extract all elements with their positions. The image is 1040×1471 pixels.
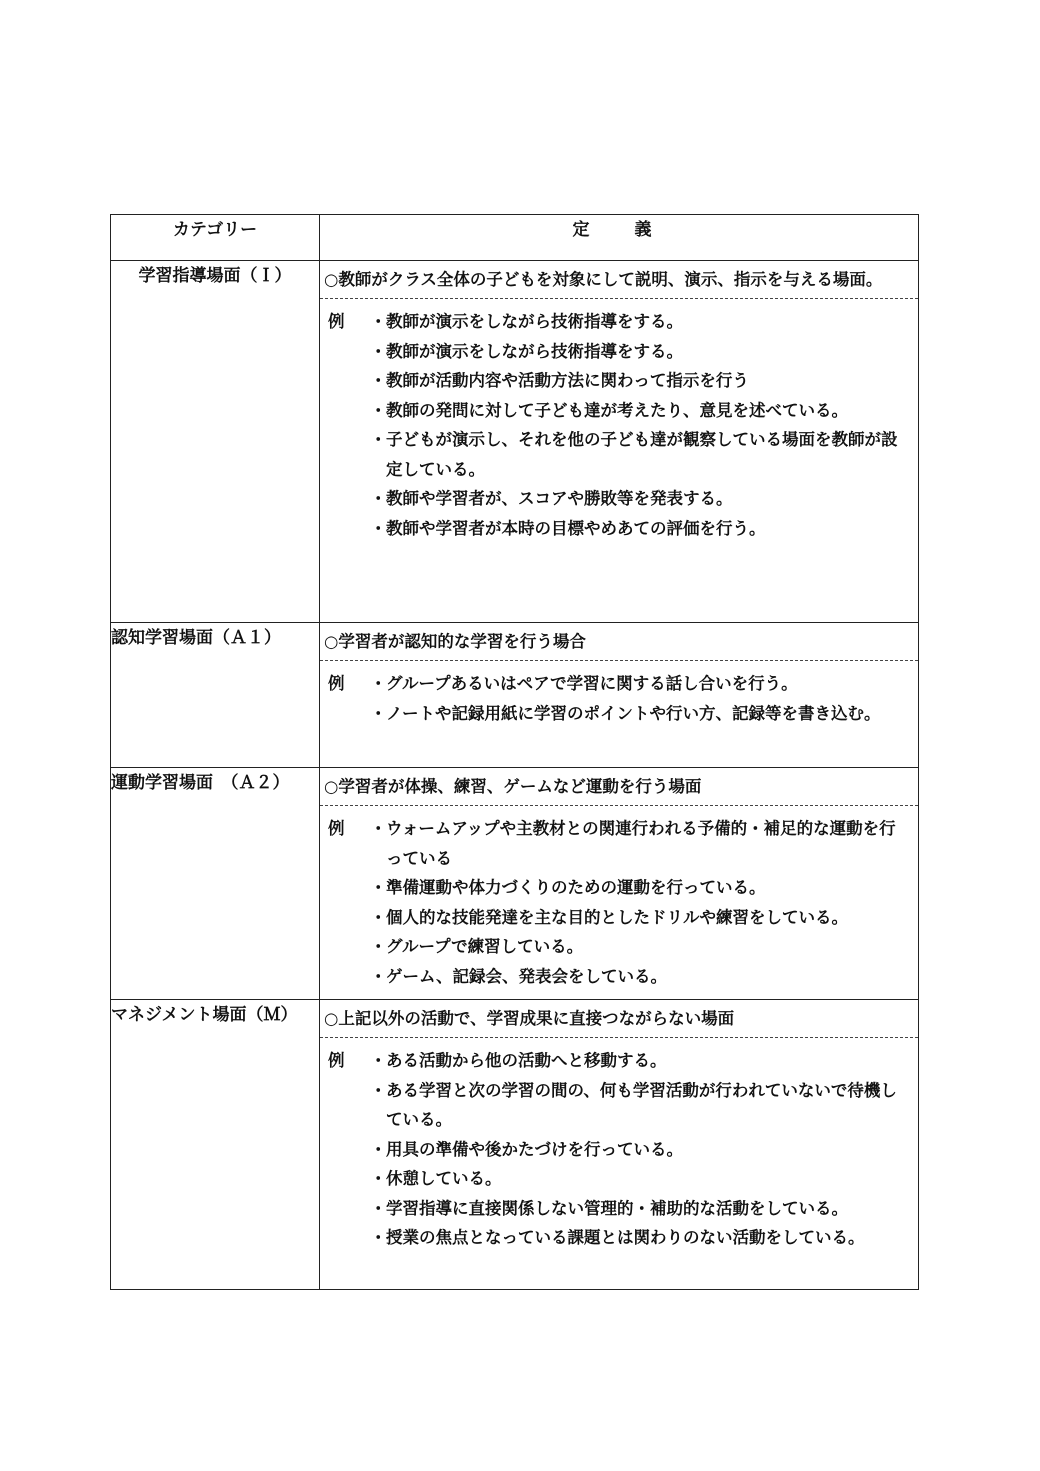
definition-cell xyxy=(320,1000,919,1290)
examples-block xyxy=(320,806,918,997)
category-cell: 学習指導場面（Ｉ） xyxy=(111,261,320,623)
table-row xyxy=(111,261,919,623)
header-category: カテゴリー xyxy=(111,215,320,261)
list-item: ・ 教師が活動内容や活動方法に関わって指示を行う xyxy=(370,366,912,396)
list-item: ・ 個人的な技能発達を主な目的としたドリルや練習をしている。 xyxy=(370,903,912,933)
example-list xyxy=(370,669,912,728)
header-definition: 定 義 xyxy=(320,215,919,261)
example-list xyxy=(370,1046,912,1253)
category-cell: 運動学習場面 （Ａ２） xyxy=(111,768,320,1000)
table-row xyxy=(111,1000,919,1290)
list-item: ・ 用具の準備や後かたづけを行っている。 xyxy=(370,1135,912,1165)
table-row xyxy=(111,768,919,1000)
definition-cell xyxy=(320,261,919,623)
list-item: ・ 休憩している。 xyxy=(370,1164,912,1194)
table-row xyxy=(111,623,919,768)
list-item: ・ 教師が演示をしながら技術指導をする。 xyxy=(370,337,912,367)
example-list xyxy=(370,307,912,543)
list-item: ・ グループあるいはペアで学習に関する話し合いを行う。 xyxy=(370,669,912,699)
category-definition-table xyxy=(110,214,919,1290)
list-item: ・ 授業の焦点となっている課題とは関わりのない活動をしている。 xyxy=(370,1223,912,1253)
list-item: ・ 学習指導に直接関係しない管理的・補助的な活動をしている。 xyxy=(370,1194,912,1224)
examples-block xyxy=(320,299,918,549)
definition-cell xyxy=(320,623,919,768)
definition-cell xyxy=(320,768,919,1000)
list-item: ・ ノートや記録用紙に学習のポイントや行い方、記録等を書き込む。 xyxy=(370,699,912,729)
list-item: ・ 子どもが演示し、それを他の子ども達が観察している場面を教師が設定している。 xyxy=(370,425,912,484)
list-item: ・ 教師や学習者が、スコアや勝敗等を発表する。 xyxy=(370,484,912,514)
example-label: 例 xyxy=(328,312,345,331)
list-item: ・ ある活動から他の活動へと移動する。 xyxy=(370,1046,912,1076)
category-cell: マネジメント場面（Ｍ） xyxy=(111,1000,320,1290)
list-item: ・ 教師の発問に対して子ども達が考えたり、意見を述べている。 xyxy=(370,396,912,426)
list-item: ・ 教師が演示をしながら技術指導をする。 xyxy=(370,307,912,337)
definition-text: ○上記以外の活動で、学習成果に直接つながらない場面 xyxy=(320,1000,918,1038)
example-label: 例 xyxy=(328,1051,345,1070)
list-item: ・ ある学習と次の学習の間の、何も学習活動が行われていないで待機している。 xyxy=(370,1076,912,1135)
list-item: ・ グループで練習している。 xyxy=(370,932,912,962)
example-list xyxy=(370,814,912,991)
definition-text: ○学習者が体操、練習、ゲームなど運動を行う場面 xyxy=(320,768,918,806)
examples-block xyxy=(320,1038,918,1259)
list-item: ・ ウォームアップや主教材との関連行われる予備的・補足的な運動を行っている xyxy=(370,814,912,873)
list-item: ・ 準備運動や体力づくりのための運動を行っている。 xyxy=(370,873,912,903)
example-label: 例 xyxy=(328,819,345,838)
examples-block xyxy=(320,661,918,734)
list-item: ・ 教師や学習者が本時の目標やめあての評価を行う。 xyxy=(370,514,912,544)
example-label: 例 xyxy=(328,674,345,693)
definition-text: ○学習者が認知的な学習を行う場合 xyxy=(320,623,918,661)
definition-text: ○教師がクラス全体の子どもを対象にして説明、演示、指示を与える場面。 xyxy=(320,261,918,299)
category-cell: 認知学習場面（Ａ１） xyxy=(111,623,320,768)
list-item: ・ ゲーム、記録会、発表会をしている。 xyxy=(370,962,912,992)
table-header-row xyxy=(111,215,919,261)
